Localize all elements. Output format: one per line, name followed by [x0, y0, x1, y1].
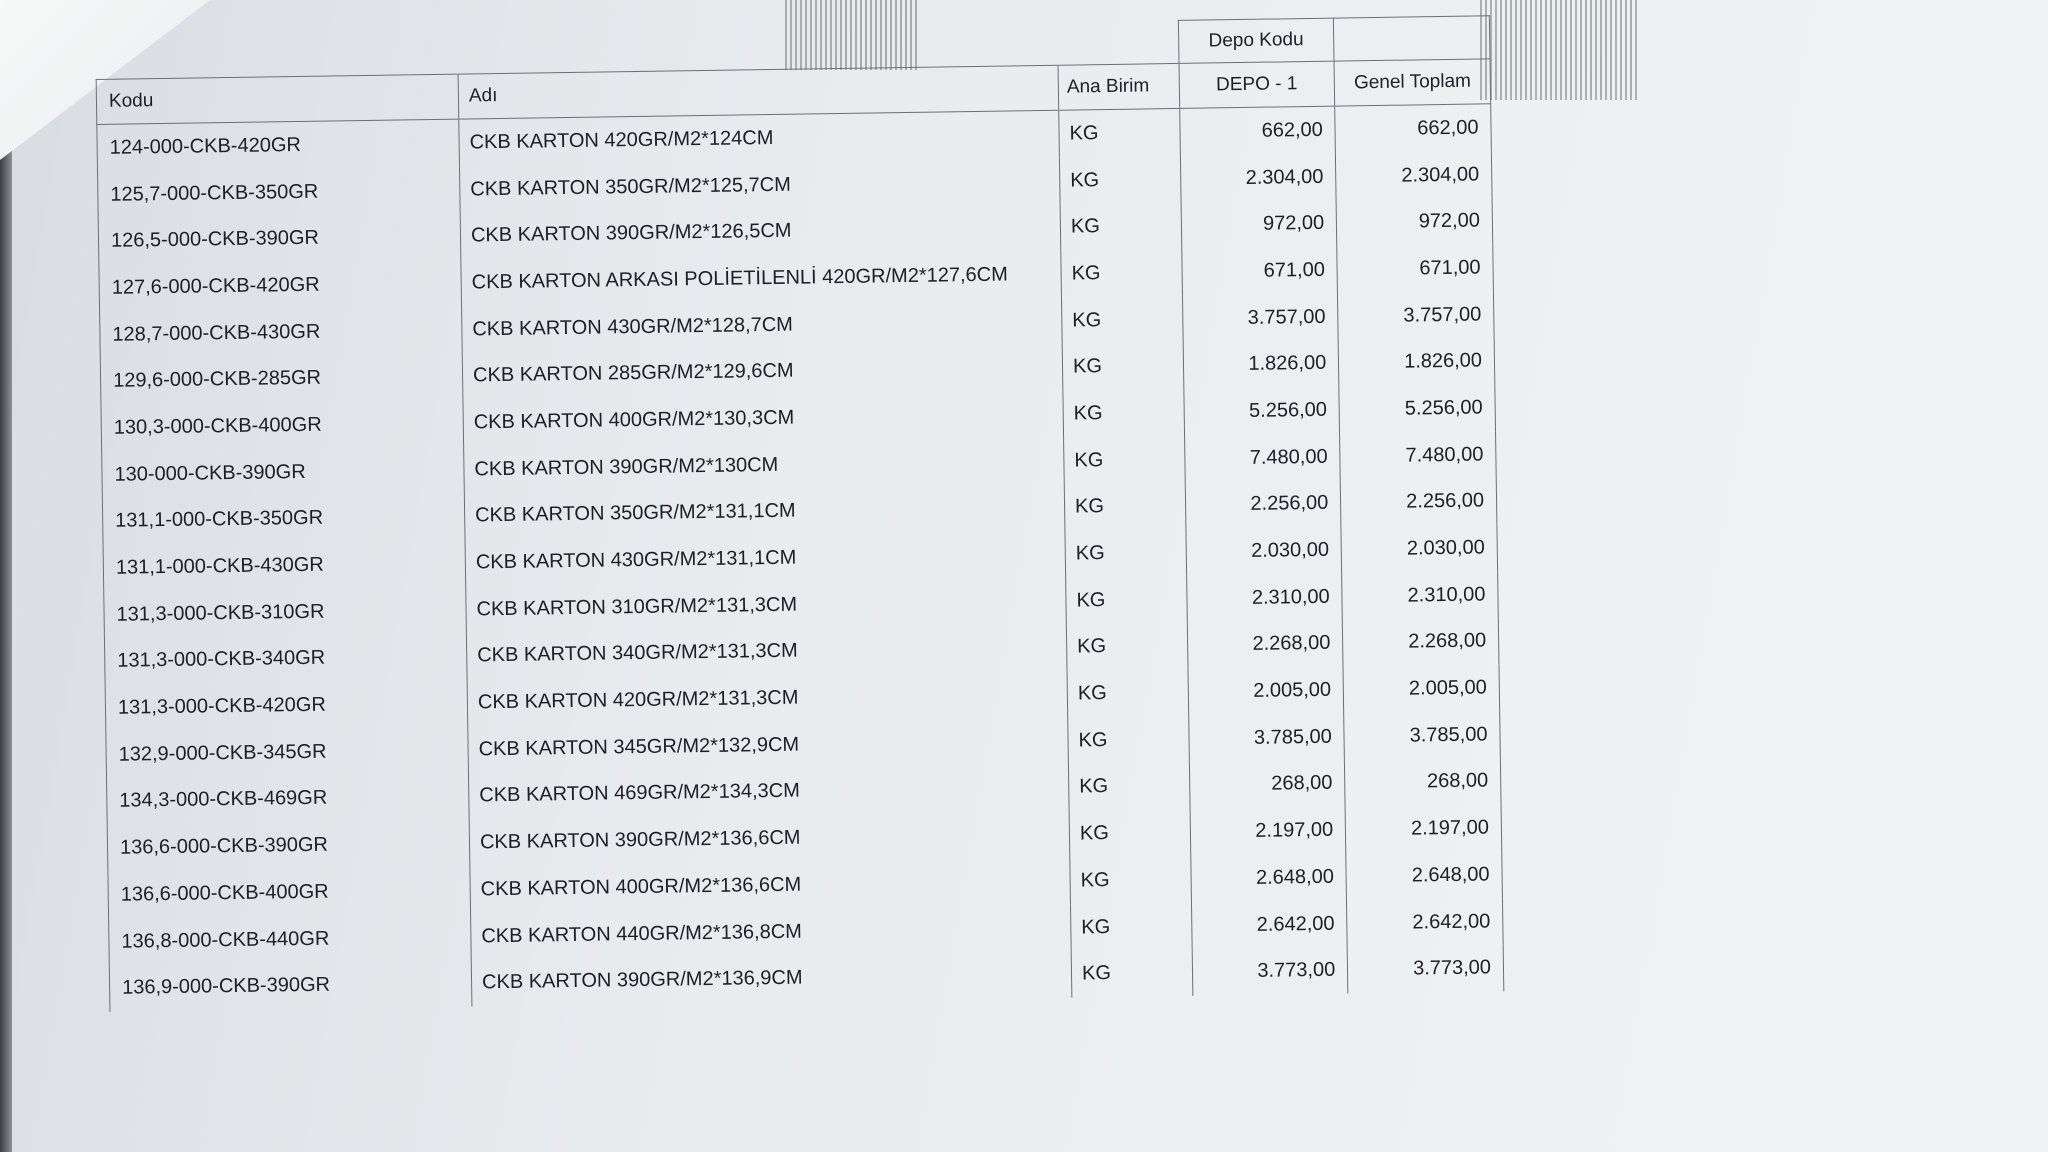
total-quantity-cell: 2.256,00: [1340, 478, 1496, 527]
item-code-cell: 136,6-000-CKB-390GR: [107, 820, 470, 872]
unit-cell: KG: [1061, 296, 1182, 344]
item-name-cell: CKB KARTON 430GR/M2*131,1CM: [465, 531, 1066, 587]
depo-1-quantity-cell: 3.757,00: [1182, 293, 1338, 342]
depo-1-quantity-cell: 2.197,00: [1190, 807, 1346, 856]
total-quantity-cell: 972,00: [1336, 198, 1492, 247]
total-quantity-cell: 2.310,00: [1342, 571, 1498, 620]
item-name-cell: CKB KARTON 469GR/M2*134,3CM: [468, 764, 1069, 820]
item-code-cell: 130,3-000-CKB-400GR: [101, 400, 464, 452]
item-name-cell: CKB KARTON 400GR/M2*130,3CM: [463, 391, 1064, 447]
unit-cell: KG: [1066, 622, 1187, 670]
depo-1-quantity-cell: 3.785,00: [1188, 713, 1344, 762]
total-quantity-cell: 2.197,00: [1345, 805, 1501, 854]
unit-cell: KG: [1065, 529, 1186, 577]
item-name-cell: CKB KARTON 285GR/M2*129,6CM: [462, 344, 1063, 400]
depo-1-header: DEPO - 1: [1179, 61, 1335, 108]
depo-1-quantity-cell: 2.648,00: [1190, 854, 1346, 903]
item-code-cell: 134,3-000-CKB-469GR: [107, 773, 470, 825]
total-quantity-cell: 3.785,00: [1344, 711, 1500, 760]
total-quantity-cell: 268,00: [1345, 758, 1501, 807]
total-quantity-cell: 2.005,00: [1343, 664, 1499, 713]
paper-edge-shadow: [0, 150, 12, 1152]
depo-1-quantity-cell: 1.826,00: [1183, 340, 1339, 389]
item-code-cell: 130-000-CKB-390GR: [102, 446, 465, 498]
unit-cell: KG: [1064, 436, 1185, 484]
unit-cell: KG: [1063, 389, 1184, 437]
depo-1-quantity-cell: 2.030,00: [1185, 527, 1341, 576]
total-quantity-cell: 5.256,00: [1339, 384, 1495, 433]
unit-cell: KG: [1061, 249, 1182, 297]
toner-smudge: [1480, 0, 1640, 100]
depo-1-quantity-cell: 2.304,00: [1180, 153, 1336, 202]
item-name-cell: CKB KARTON 420GR/M2*124CM: [459, 110, 1060, 166]
item-code-cell: 131,3-000-CKB-310GR: [104, 586, 467, 638]
ana-birim-header: Ana Birim: [1058, 63, 1179, 110]
item-name-cell: CKB KARTON 390GR/M2*136,6CM: [469, 811, 1070, 867]
unit-cell: KG: [1066, 576, 1187, 624]
total-quantity-cell: 1.826,00: [1338, 338, 1494, 387]
depo-1-quantity-cell: 2.256,00: [1185, 480, 1341, 529]
unit-cell: KG: [1062, 342, 1183, 390]
unit-cell: KG: [1068, 762, 1189, 810]
item-code-cell: 131,1-000-CKB-350GR: [102, 493, 465, 545]
depo-1-quantity-cell: 2.310,00: [1186, 573, 1342, 622]
depo-1-quantity-cell: 2.642,00: [1191, 900, 1347, 949]
item-name-cell: CKB KARTON 390GR/M2*126,5CM: [460, 204, 1061, 260]
item-name-cell: CKB KARTON 420GR/M2*131,3CM: [467, 671, 1068, 727]
item-code-cell: 124-000-CKB-420GR: [97, 119, 460, 172]
kodu-header: Kodu: [96, 74, 459, 124]
item-code-cell: 128,7-000-CKB-430GR: [100, 306, 463, 358]
total-quantity-cell: 2.648,00: [1346, 851, 1502, 900]
item-code-cell: 126,5-000-CKB-390GR: [98, 213, 461, 265]
item-name-cell: CKB KARTON 390GR/M2*136,9CM: [471, 951, 1072, 1007]
item-name-cell: CKB KARTON 400GR/M2*136,6CM: [470, 858, 1071, 914]
item-name-cell: CKB KARTON 440GR/M2*136,8CM: [471, 904, 1072, 960]
item-name-cell: CKB KARTON 350GR/M2*131,1CM: [464, 484, 1065, 540]
item-code-cell: 131,3-000-CKB-340GR: [104, 633, 467, 685]
item-name-cell: CKB KARTON 430GR/M2*128,7CM: [462, 297, 1063, 353]
depo-1-quantity-cell: 972,00: [1181, 200, 1337, 249]
total-quantity-cell: 2.030,00: [1341, 524, 1497, 573]
item-code-cell: 131,1-000-CKB-430GR: [103, 540, 466, 592]
unit-cell: KG: [1070, 856, 1191, 904]
adi-header: Adı: [458, 65, 1059, 119]
depo-1-quantity-cell: 3.773,00: [1192, 947, 1348, 996]
depo-1-quantity-cell: 2.005,00: [1188, 667, 1344, 716]
item-code-cell: 136,8-000-CKB-440GR: [109, 913, 472, 965]
total-quantity-cell: 3.757,00: [1338, 291, 1494, 340]
depo-1-quantity-cell: 662,00: [1179, 106, 1335, 155]
total-quantity-cell: 2.642,00: [1347, 898, 1503, 947]
genel-toplam-header: Genel Toplam: [1334, 59, 1490, 106]
item-name-cell: CKB KARTON ARKASI POLİETİLENLİ 420GR/M2*127,6CM: [461, 251, 1062, 307]
item-name-cell: CKB KARTON 310GR/M2*131,3CM: [466, 578, 1067, 634]
unit-cell: KG: [1071, 949, 1192, 997]
depo-1-quantity-cell: 671,00: [1181, 247, 1337, 296]
stock-report-sheet: [95, 15, 1505, 1026]
unit-cell: KG: [1068, 716, 1189, 764]
total-quantity-cell: 671,00: [1337, 244, 1493, 293]
unit-cell: KG: [1059, 156, 1180, 204]
total-quantity-cell: 3.773,00: [1347, 945, 1503, 994]
item-code-cell: 129,6-000-CKB-285GR: [100, 353, 463, 405]
total-quantity-cell: 662,00: [1335, 104, 1491, 153]
unit-cell: KG: [1070, 903, 1191, 951]
unit-cell: KG: [1064, 482, 1185, 530]
item-name-cell: CKB KARTON 390GR/M2*130CM: [464, 437, 1065, 493]
depo-1-quantity-cell: 5.256,00: [1183, 387, 1339, 436]
unit-cell: KG: [1067, 669, 1188, 717]
total-quantity-cell: 2.304,00: [1336, 151, 1492, 200]
total-quantity-cell: 7.480,00: [1340, 431, 1496, 480]
item-code-cell: 136,9-000-CKB-390GR: [109, 960, 472, 1012]
total-quantity-cell: 2.268,00: [1343, 618, 1499, 667]
item-code-cell: 125,7-000-CKB-350GR: [98, 166, 461, 218]
unit-cell: KG: [1060, 202, 1181, 250]
unit-cell: KG: [1069, 809, 1190, 857]
depo-1-quantity-cell: 268,00: [1189, 760, 1345, 809]
item-name-cell: CKB KARTON 350GR/M2*125,7CM: [459, 157, 1060, 213]
table-body: [97, 104, 1504, 1012]
item-name-cell: CKB KARTON 345GR/M2*132,9CM: [468, 718, 1069, 774]
item-code-cell: 131,3-000-CKB-420GR: [105, 680, 468, 732]
item-name-cell: CKB KARTON 340GR/M2*131,3CM: [466, 624, 1067, 680]
depo-kodu-header: Depo Kodu: [1178, 18, 1334, 63]
unit-cell: KG: [1059, 108, 1180, 157]
stock-table: [95, 15, 1504, 1012]
item-code-cell: 132,9-000-CKB-345GR: [106, 726, 469, 778]
depo-1-quantity-cell: 7.480,00: [1184, 433, 1340, 482]
item-code-cell: 127,6-000-CKB-420GR: [99, 260, 462, 312]
depo-1-quantity-cell: 2.268,00: [1187, 620, 1343, 669]
item-code-cell: 136,6-000-CKB-400GR: [108, 867, 471, 919]
